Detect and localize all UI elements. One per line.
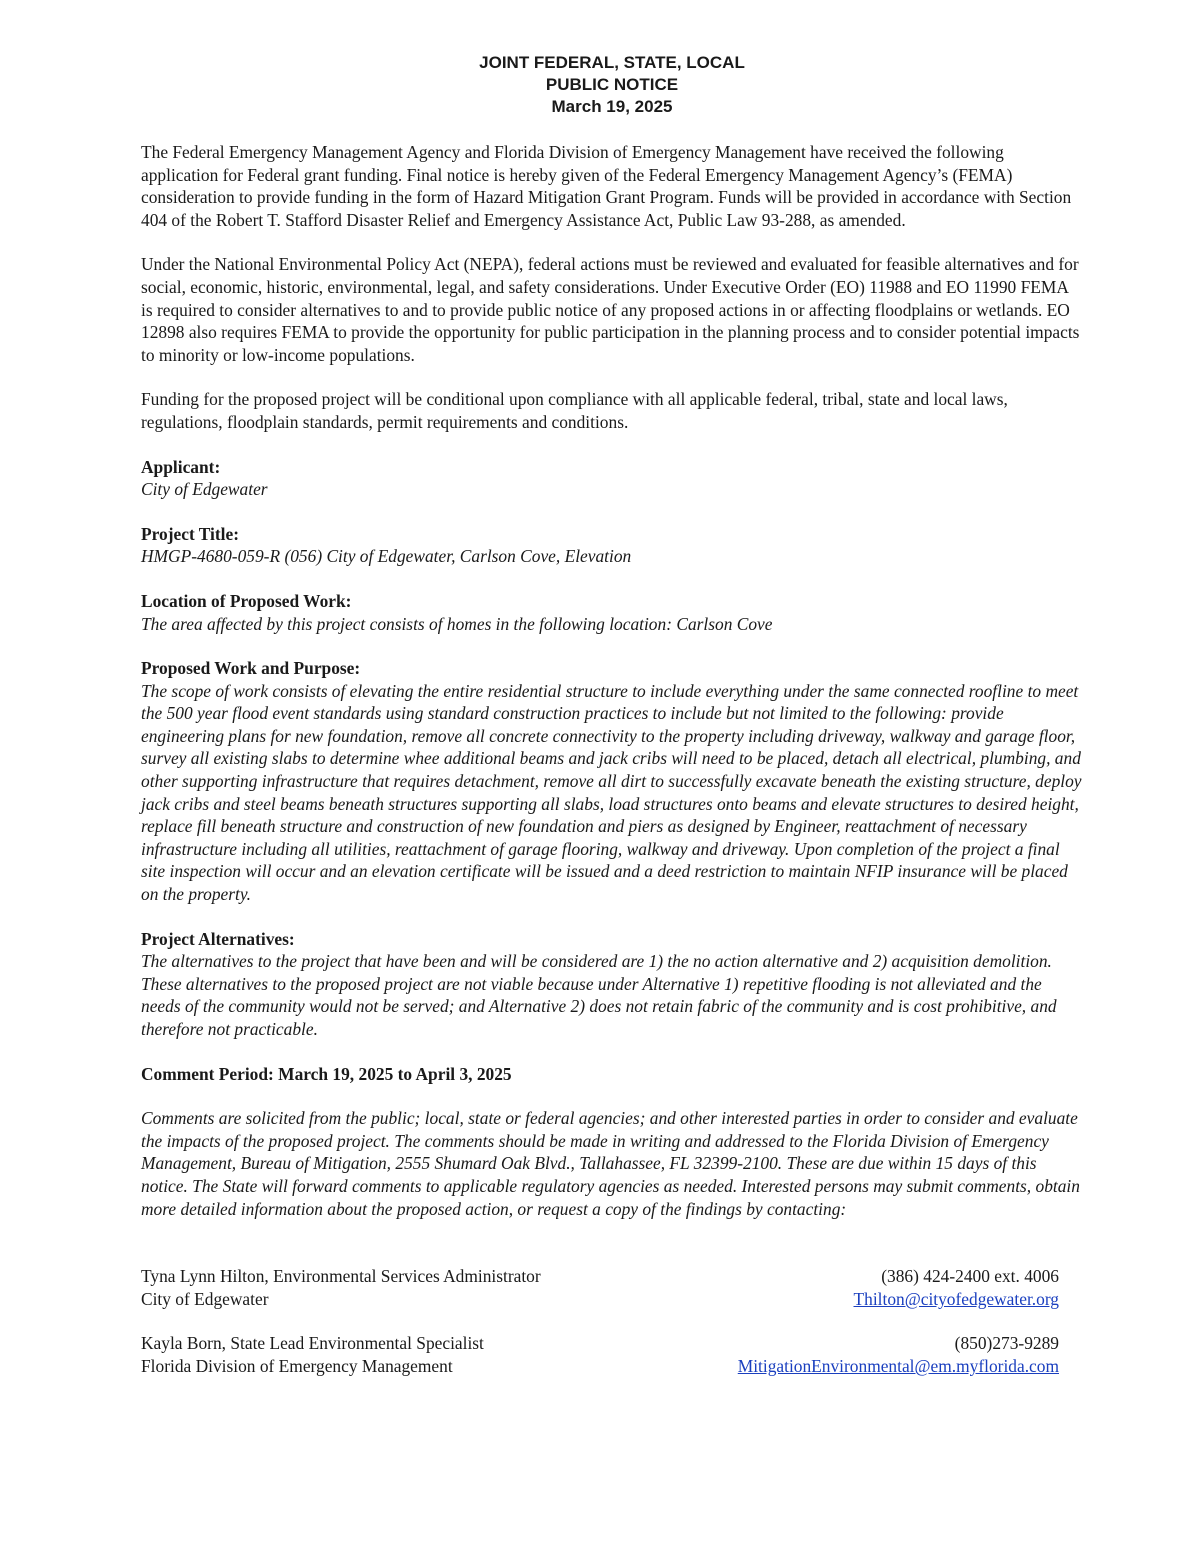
- location-label: Location of Proposed Work:: [141, 590, 352, 611]
- contact-phone: (386) 424-2400 ext. 4006: [881, 1266, 1059, 1287]
- work-purpose-section: [141, 657, 1083, 906]
- header-title: JOINT FEDERAL, STATE, LOCAL: [479, 53, 745, 72]
- notice-header: [0, 52, 1200, 118]
- notice-page: [141, 52, 1083, 1378]
- nepa-paragraph: Under the National Environmental Policy Act (NEPA), federal actions must be reviewed and evaluated for feasible alternatives and for social, economic, historic, environmental, legal, and safety considerations. Under Executive Order (EO) 11988 and EO 11990 FEMA is required to consider alternatives to and to provide public notice of any proposed actions in or affecting floodplains or wetlands. EO 12898 also requires FEMA to provide the opportunity for public participation in the planning process and to consider potential impacts to minority or low-income populations.: [141, 254, 1080, 365]
- contact-organization: City of Edgewater: [141, 1288, 269, 1309]
- project-title-label: Project Title:: [141, 523, 240, 544]
- comments-paragraph: Comments are solicited from the public; local, state or federal agencies; and other interested parties in order to consider and evaluate the impacts of the proposed project. The comments should be made in writing and addressed to the Florida Division of Emergency Management, Bureau of Mitigation, 2555 Shumard Oak Blvd., Tallahassee, FL 32399-2100. These are due within 15 days of this notice. The State will forward comments to applicable regulatory agencies as needed. Interested persons may submit comments, obtain more detailed information about the proposed action, or request a copy of the findings by contacting:: [141, 1108, 1080, 1219]
- alternatives-section: [141, 928, 1083, 1041]
- work-purpose-value: The scope of work consists of elevating the entire residential structure to include everything under the same connected roofline to meet the 500 year flood event standards using standard construction practices to include but not limited to the following: provide engineering plans for new foundation, remove all concrete connectivity to the property including driveway, walkway and garage floor, survey all existing slabs to determine whee additional beams and jack cribs will need to be placed, detach all electrical, plumbing, and other supporting infrastructure that requires detachment, remove all dirt to successfully excavate beneath the existing structure, deploy jack cribs and steel beams beneath structures supporting all slabs, load structures onto beams and elevate structures to desired height, replace fill beneath structure and construction of new foundation and piers as designed by Engineer, reattachment of necessary infrastructure including all utilities, reattachment of garage flooring, walkway and driveway. Upon completion of the project a final site inspection will occur and an elevation certificate will be issued and a deed restriction to maintain NFIP insurance will be placed on the property.: [141, 680, 1082, 905]
- intro-paragraph: The Federal Emergency Management Agency and Florida Division of Emergency Management have received the following application for Federal grant funding. Final notice is hereby given of the Federal Emergency Management Agency’s (FEMA) consideration to provide funding in the form of Hazard Mitigation Grant Program. Funds will be provided in accordance with Section 404 of the Robert T. Stafford Disaster Relief and Emergency Assistance Act, Public Law 93-288, as amended.: [141, 142, 1072, 230]
- contact-name-title: Kayla Born, State Lead Environmental Specialist: [141, 1333, 484, 1354]
- contact-name-title: Tyna Lynn Hilton, Environmental Services Administrator: [141, 1266, 541, 1287]
- contact-entry: [141, 1265, 1083, 1310]
- contact-organization: Florida Division of Emergency Management: [141, 1355, 453, 1376]
- location-value: The area affected by this project consists of homes in the following location: Carlson Cove: [141, 613, 773, 634]
- applicant-value: City of Edgewater: [141, 479, 268, 500]
- project-title-section: [141, 523, 1083, 568]
- contact-phone: (850)273-9289: [954, 1333, 1059, 1354]
- applicant-label: Applicant:: [141, 456, 221, 477]
- contact-email-link[interactable]: Thilton@cityofedgewater.org: [853, 1288, 1059, 1309]
- alternatives-value: The alternatives to the project that have been and will be considered are 1) the no action alternative and 2) acquisition demolition. These alternatives to the proposed project are not viable because under Alternative 1) repetitive flooding is not alleviated and the needs of the community would not be served; and Alternative 2) does not retain fabric of the community and is cost prohibitive, and therefore not practicable.: [141, 951, 1057, 1039]
- contacts-block: [141, 1265, 1083, 1377]
- header-date: March 19, 2025: [551, 97, 673, 116]
- contact-email-link[interactable]: MitigationEnvironmental@em.myflorida.com: [737, 1355, 1059, 1376]
- header-subtitle: PUBLIC NOTICE: [545, 75, 679, 94]
- alternatives-label: Project Alternatives:: [141, 928, 295, 949]
- location-section: [141, 590, 1083, 635]
- funding-paragraph: Funding for the proposed project will be conditional upon compliance with all applicable federal, tribal, state and local laws, regulations, floodplain standards, permit requirements and conditions.: [141, 389, 1008, 432]
- contact-entry: [141, 1332, 1083, 1377]
- applicant-section: [141, 456, 1083, 501]
- project-title-value: HMGP-4680-059-R (056) City of Edgewater, Carlson Cove, Elevation: [141, 546, 632, 567]
- work-purpose-label: Proposed Work and Purpose:: [141, 658, 361, 679]
- comment-period: Comment Period: March 19, 2025 to April 3, 2025: [141, 1063, 512, 1084]
